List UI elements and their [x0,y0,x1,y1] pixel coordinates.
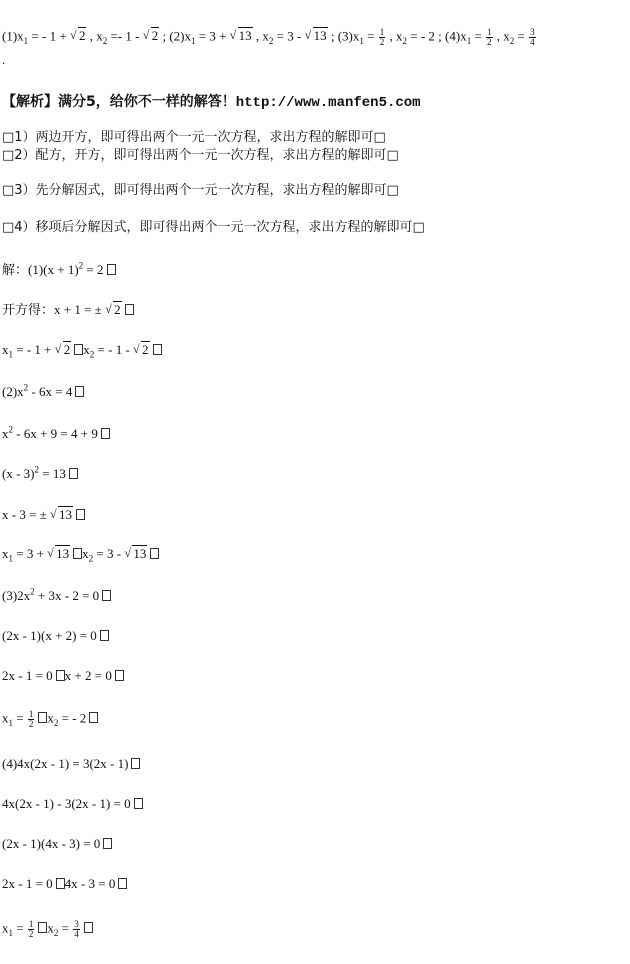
equals: = [16,920,24,936]
x: x [47,920,54,936]
box-icon [101,428,110,439]
box-icon [69,468,78,479]
separator: ; [327,28,338,44]
box-icon [150,548,159,559]
box-icon [131,758,140,769]
answer-period: . [2,52,6,67]
box-icon [75,386,84,397]
box-icon [38,712,47,723]
answer-part-3: (3)x [337,28,360,44]
radicand: 2 [63,342,71,357]
denominator: 2 [487,37,492,47]
analysis-label: 【解析】满分5，给你不一样的解答！ [2,94,236,110]
box-icon [89,712,98,723]
box-icon [134,798,143,809]
sqrt [143,28,160,43]
x: x [83,342,90,357]
expr: (x - 3) [2,466,35,481]
box-icon [125,304,134,315]
x: x [47,710,54,726]
solution-line-4 [2,384,84,400]
numerator: 3 [74,919,79,929]
expr: - 6x + 9 = 4 + 9 [13,426,98,441]
expr: 2x - 1 = 0 [2,668,53,683]
value: - 1 + [42,28,67,44]
box-icon [102,590,111,601]
numerator: 1 [487,27,492,37]
step-4: □4）移项后分解因式，即可得出两个一元一次方程，求出方程的解即可□ [2,220,425,235]
analysis-header [2,94,421,111]
fraction [529,28,536,47]
expr: x + 2 = 0 [64,668,112,683]
exponent: 2 [78,260,84,271]
subscript: 1 [8,718,13,729]
separator: ; [434,28,446,44]
sqrt [105,302,122,317]
fraction [28,710,35,729]
denominator: 2 [28,929,34,939]
equals: = [474,28,482,44]
radicand: 2 [142,342,149,357]
exponent: 2 [23,382,29,393]
value: - 1 - [108,342,130,357]
solution-line-3 [2,342,162,358]
solution-line-10 [2,628,109,644]
expr: (4)4x(2x - 1) = 3(2x - 1) [2,756,129,771]
subscript: 2 [88,553,94,564]
subscript: 1 [8,553,13,564]
box-icon [56,670,65,681]
answer-line [2,28,537,47]
box-icon [73,548,82,559]
box-icon [74,344,83,355]
solution-line-8 [2,546,159,562]
sqrt [133,342,150,357]
exponent: 2 [34,464,39,475]
value: = - 2 [61,710,87,726]
subscript: 2 [509,36,515,47]
equals: = [16,342,24,357]
solution-line-14 [2,796,143,812]
subscript: 1 [359,36,364,47]
equals: = [517,28,525,44]
subscript: 2 [268,36,274,47]
sqrt [55,342,72,357]
equals: = [61,920,69,936]
box-icon [84,922,93,933]
denominator: 4 [530,37,535,47]
radicand: 2 [78,28,86,44]
x: x [2,426,9,441]
fraction [379,28,386,47]
subscript: 2 [102,36,108,47]
answer-part-2: (2)x [169,28,191,44]
subscript: 1 [8,928,13,939]
expr: (1)(x + 1) [28,262,79,277]
x: x [82,546,89,561]
numerator: 1 [379,27,385,37]
answer-part-1: (1)x [2,28,24,44]
expr: (2)x [2,384,24,399]
box-icon [107,264,116,275]
solution-line-2 [2,302,134,319]
subscript: 2 [53,718,59,729]
sqrt [305,28,328,43]
solution-line-17 [2,920,93,939]
expr: (3)2x [2,588,31,603]
exponent: 2 [8,424,13,435]
solution-line-16 [2,876,127,892]
sqrt [124,546,147,561]
expr: x - 3 = ± [2,507,47,522]
solution-line-6 [2,466,78,482]
expr: 2x - 1 = 0 [2,876,53,891]
expr: = 2 [83,262,104,277]
radicand: 2 [151,28,159,44]
expr: x + 1 = ± [54,302,102,317]
sqrt [230,28,253,43]
value: - 1 - [117,28,140,44]
radicand: 13 [56,546,70,561]
separator: ; [159,28,170,44]
expr: 4x - 3 = 0 [64,876,116,891]
box-icon [103,838,112,849]
box-icon [100,630,109,641]
numerator: 3 [530,27,535,37]
expr: (2x - 1)(x + 2) = 0 [2,628,97,643]
denominator: 4 [74,929,79,939]
fraction [73,920,80,939]
solution-prefix: 解： [2,263,29,278]
subscript: 1 [23,36,29,47]
equals: = [367,28,375,44]
separator: , x [386,28,403,44]
equals: = [97,342,105,357]
x: x [2,342,9,357]
separator: , x [252,28,269,44]
separator: , x [86,28,103,44]
expr: + 3x - 2 = 0 [34,588,100,603]
box-icon [115,670,124,681]
sqrt [70,28,87,43]
expr: - 6x = 4 [28,384,73,399]
radicand: 13 [238,28,252,44]
fraction [486,28,493,47]
sqrt [47,546,70,561]
step-2: □2）配方，开方，即可得出两个一元一次方程，求出方程的解即可□ [2,148,399,163]
numerator: 1 [28,709,34,719]
radicand: 2 [114,302,121,317]
equals: = [31,28,39,44]
subscript: 2 [402,36,407,47]
solution-line-13 [2,756,140,772]
sqrt [50,507,73,522]
solution-line-11 [2,668,124,684]
x: x [2,710,9,726]
box-icon [38,922,47,933]
subscript: 1 [8,349,13,360]
subscript: 1 [466,36,472,47]
solution-line-7 [2,507,85,523]
solution-line-12 [2,710,98,729]
subscript: 1 [191,36,196,47]
expr: = 13 [39,466,66,481]
source-url: http://www.manfen5.com [235,95,421,111]
x: x [2,920,9,936]
equals: = [16,710,24,726]
solution-line-5 [2,426,110,442]
subscript: 2 [89,349,95,360]
value: = 3 - [276,28,302,44]
radicand: 13 [59,507,73,522]
separator: , x [493,28,510,44]
answer-part-4: (4)x [445,28,467,44]
radicand: 13 [313,28,327,44]
box-icon [153,344,162,355]
equals: = [110,28,118,44]
x: x [2,546,9,561]
step-1: □1）两边开方，即可得出两个一元一次方程，求出方程的解即可□ [2,130,386,145]
solution-line-9 [2,588,111,604]
radicand: 13 [133,546,147,561]
step-3: □3）先分解因式，即可得出两个一元一次方程，求出方程的解即可□ [2,183,399,198]
numerator: 1 [28,919,34,929]
value: - 1 + [26,342,52,357]
value: = 3 + [198,28,227,44]
kaifang-label: 开方得： [2,303,55,318]
fraction [28,920,35,939]
box-icon [76,509,85,520]
exponent: 2 [30,586,35,597]
denominator: 2 [28,719,34,729]
denominator: 2 [379,37,385,47]
expr: (2x - 1)(4x - 3) = 0 [2,836,101,851]
box-icon [56,878,65,889]
expr: 4x(2x - 1) - 3(2x - 1) = 0 [2,796,131,811]
value: = 3 + [16,546,44,561]
box-icon [118,878,127,889]
value: = - 2 [410,28,435,44]
value: = 3 - [96,546,122,561]
solution-line-15 [2,836,112,852]
subscript: 2 [53,928,59,939]
solution-line-1 [2,262,116,279]
